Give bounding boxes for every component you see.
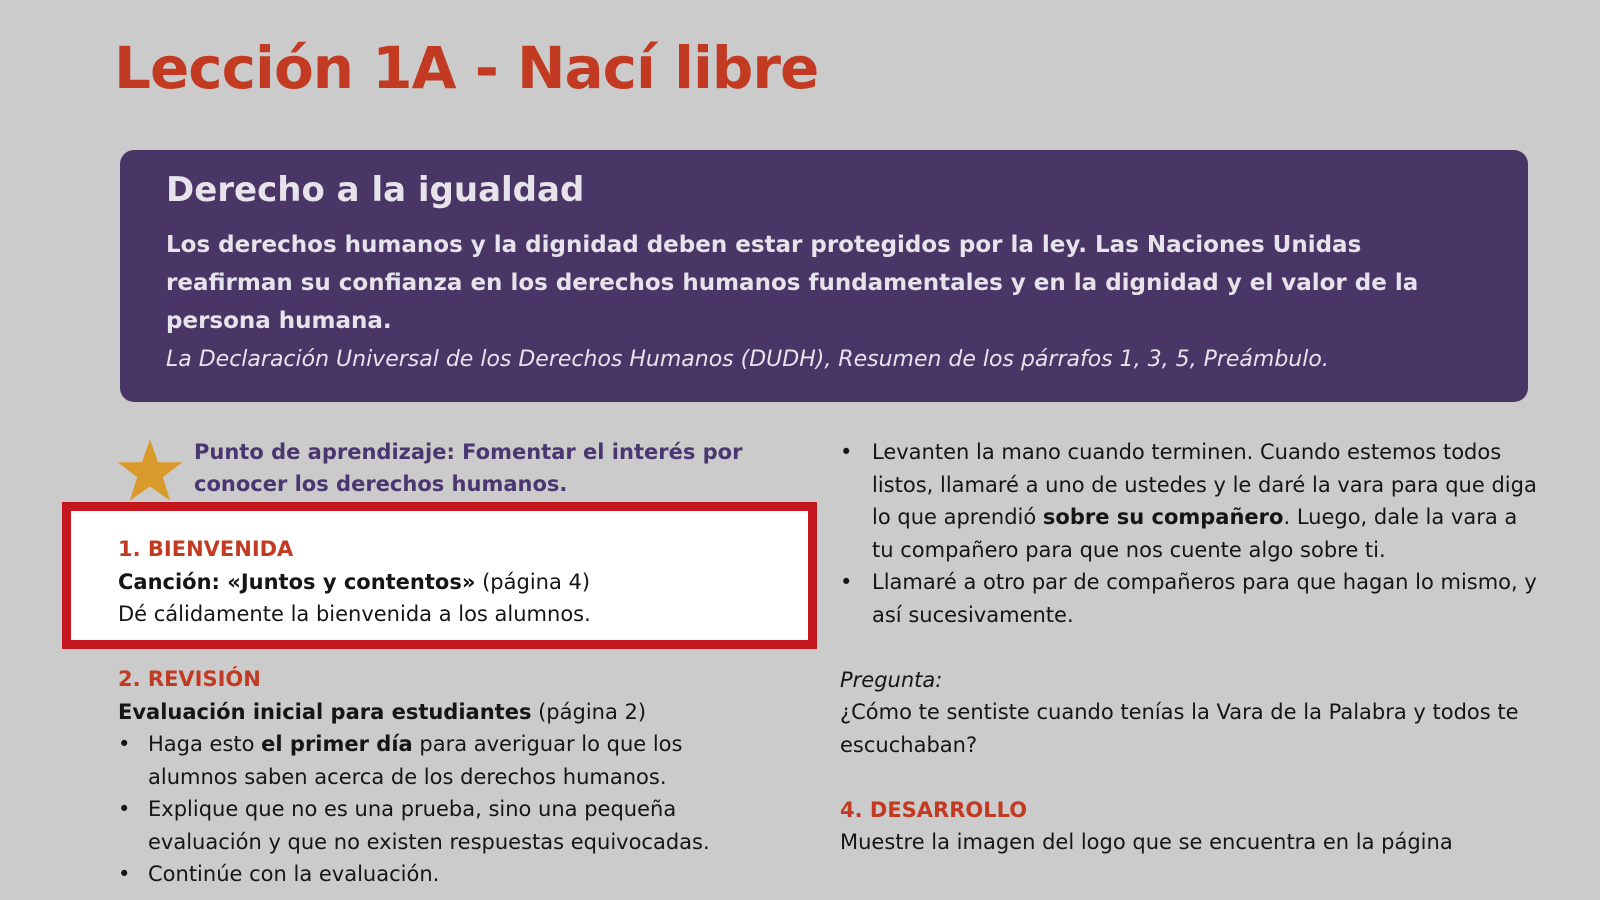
welcome-text: Dé cálidamente la bienvenida a los alumnos. [118, 602, 591, 626]
list-item: • Haga esto el primer día para averiguar lo que los [118, 732, 683, 756]
evaluation-page: (página 2) [531, 699, 647, 724]
list-item: • Llamaré a otro par de compañeros para que hagan lo mismo, y así sucesivamente. [840, 570, 1537, 627]
list-item: • Levanten la mano cuando terminen. Cuando estemos todos listos, llamaré a uno de ustedes y le daré la vara para que diga lo que aprendió sobre su compañero. Luego, dale la vara a tu compañero para que nos cuente algo sobre ti. [840, 440, 1537, 562]
section-heading-revision: 2. REVISIÓN [118, 667, 261, 691]
banner-body: Los derechos humanos y la dignidad deben estar protegidos por la ley. Las Naciones Unidas reafirman su confianza en los derechos humanos fundamentales y en la dignidad y el valor de la persona humana. [166, 232, 1419, 334]
learning-point-label: Punto de aprendizaje: [194, 440, 455, 464]
banner-title: Derecho a la igualdad [166, 170, 585, 210]
question-label: Pregunta: [840, 667, 943, 692]
section-heading-desarrollo: 4. DESARROLLO [840, 797, 1028, 822]
page-title: Lección 1A - Nací libre [114, 34, 819, 102]
banner-source: La Declaración Universal de los Derechos Humanos (DUDH), Resumen de los párrafos 1, 3, 5, Preámbulo. [166, 347, 1329, 372]
list-item-continuation: evaluación y que no existen respuestas equivocadas. [148, 829, 710, 854]
learning-point [194, 436, 794, 500]
right-column [840, 436, 1540, 859]
evaluation-label: Evaluación inicial para estudiantes [118, 699, 532, 724]
star-icon [116, 438, 184, 502]
song-line [118, 566, 818, 599]
list-item-continuation: alumnos saben acerca de los derechos humanos. [148, 764, 667, 789]
desarrollo-text: Muestre la imagen del logo que se encuentra en la página [840, 830, 1453, 854]
song-page: (página 4) [475, 569, 591, 594]
right-banner [120, 150, 1528, 402]
list-item: • Continúe con la evaluación. [118, 862, 440, 886]
evaluation-line [118, 696, 818, 729]
list-item: • Explique que no es una prueba, sino una pequeña [118, 797, 677, 821]
left-column [118, 533, 818, 891]
section-heading-bienvenida: 1. BIENVENIDA [118, 537, 294, 561]
question-text: ¿Cómo te sentiste cuando tenías la Vara de la Palabra y todos te escuchaban? [840, 700, 1519, 757]
learning-point-text: Fomentar el interés por conocer los derechos humanos. [194, 440, 743, 496]
song-label: Canción: «Juntos y contentos» [118, 569, 476, 594]
